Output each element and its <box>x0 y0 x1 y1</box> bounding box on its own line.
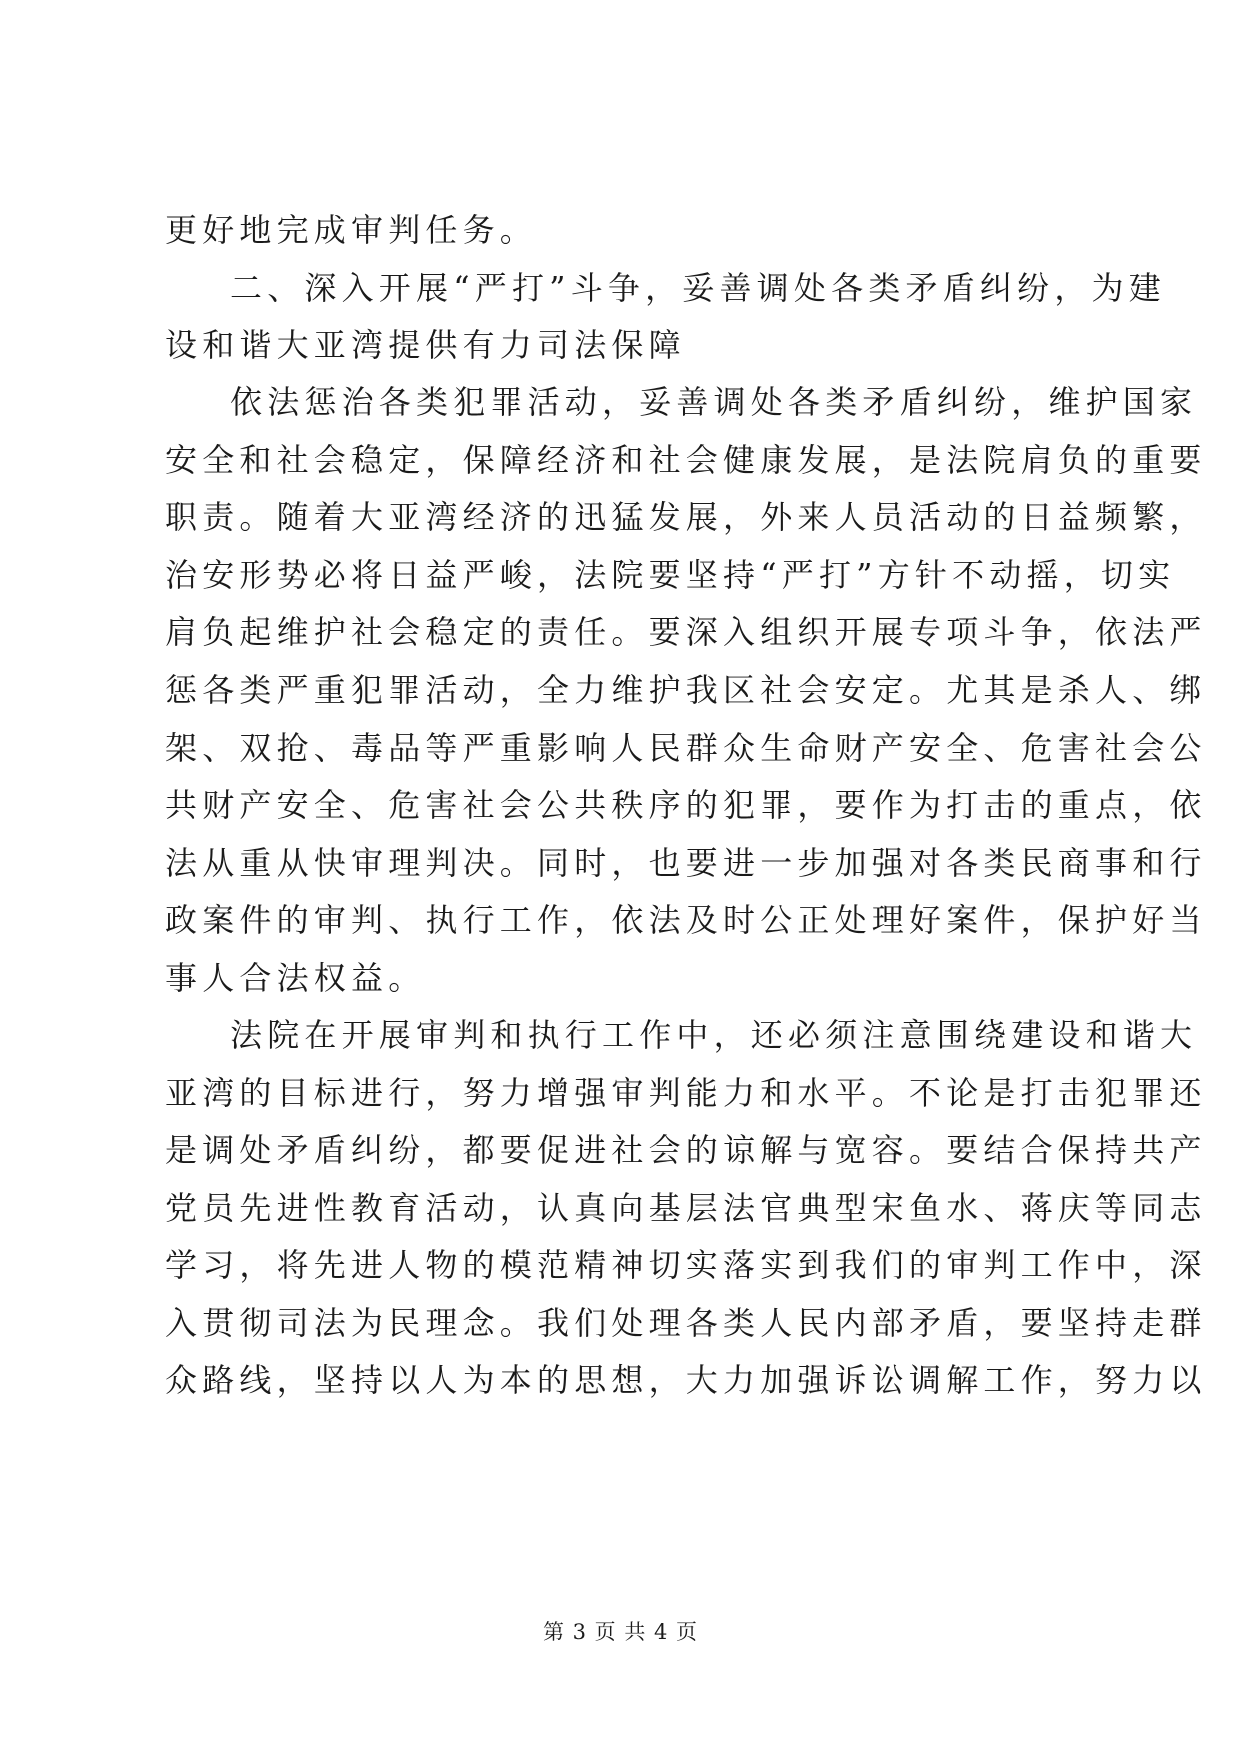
paragraph-line: 是调处矛盾纠纷，都要促进社会的谅解与宽容。要结合保持共产 <box>165 1131 1207 1169</box>
paragraph-line: 法从重从快审理判决。同时，也要进一步加强对各类民商事和行 <box>165 844 1207 882</box>
paragraph-line: 政案件的审判、执行工作，依法及时公正处理好案件，保护好当 <box>165 901 1207 939</box>
paragraph-line: 职责。随着大亚湾经济的迅猛发展，外来人员活动的日益频繁， <box>165 498 1207 536</box>
paragraph-line: 肩负起维护社会稳定的责任。要深入组织开展专项斗争，依法严 <box>165 613 1207 651</box>
paragraph-line: 架、双抢、毒品等严重影响人民群众生命财产安全、危害社会公 <box>165 729 1207 767</box>
paragraph-line: 入贯彻司法为民理念。我们处理各类人民内部矛盾，要坚持走群 <box>165 1304 1207 1342</box>
page-number-footer: 第 3 页 共 4 页 <box>542 1620 699 1644</box>
paragraph-line: 更好地完成审判任务。 <box>165 211 538 249</box>
paragraph-line: 亚湾的目标进行，努力增强审判能力和水平。不论是打击犯罪还 <box>165 1074 1207 1112</box>
paragraph-line: 安全和社会稳定，保障经济和社会健康发展，是法院肩负的重要 <box>165 441 1207 479</box>
paragraph-line: 治安形势必将日益严峻，法院要坚持“严打”方针不动摇，切实 <box>165 556 1176 594</box>
paragraph-line: 法院在开展审判和执行工作中，还必须注意围绕建设和谐大 <box>230 1016 1198 1054</box>
paragraph-line: 众路线，坚持以人为本的思想，大力加强诉讼调解工作，努力以 <box>165 1361 1207 1399</box>
section-heading-line: 设和谐大亚湾提供有力司法保障 <box>165 326 686 364</box>
paragraph-line: 学习，将先进人物的模范精神切实落实到我们的审判工作中，深 <box>165 1246 1207 1284</box>
paragraph-line: 惩各类严重犯罪活动，全力维护我区社会安定。尤其是杀人、绑 <box>165 671 1207 709</box>
section-heading-line: 二、深入开展“严打”斗争，妥善调处各类矛盾纠纷，为建 <box>230 269 1166 307</box>
paragraph-line: 事人合法权益。 <box>165 959 426 997</box>
paragraph-line: 共财产安全、危害社会公共秩序的犯罪，要作为打击的重点，依 <box>165 786 1207 824</box>
paragraph-line: 党员先进性教育活动，认真向基层法官典型宋鱼水、蒋庆等同志 <box>165 1189 1207 1227</box>
paragraph-line: 依法惩治各类犯罪活动，妥善调处各类矛盾纠纷，维护国家 <box>230 383 1198 421</box>
